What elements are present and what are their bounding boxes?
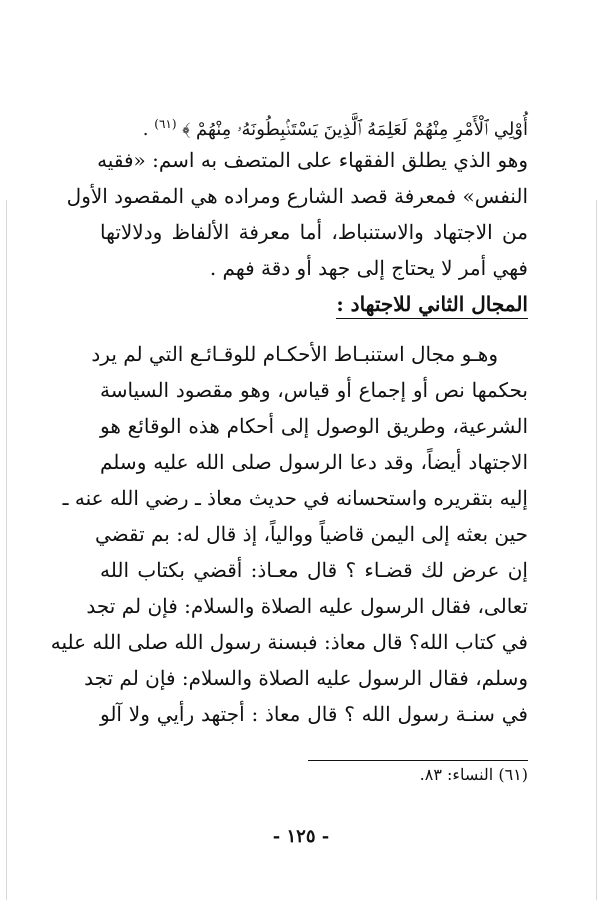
body-line: إن عرض لك قضـاء ؟ قال معـاذ: أقضي بكتاب الله (100, 558, 528, 582)
quran-verse-line (100, 106, 528, 142)
paragraph-line: وهو الذي يطلق الفقهاء على المتصف به اسم: «فقيه (97, 148, 528, 172)
paragraph-line: فهي أمر لا يحتاج إلى جهد أو دقة فهم . (209, 256, 528, 280)
paragraph-line: من الاجتهاد والاستنباط، أما معرفة الألفاظ ودلالاتها (100, 220, 528, 244)
body-line: بحكمها نص أو إجماع أو قياس، وهو مقصود السياسة (100, 378, 528, 402)
main-text (50, 106, 528, 732)
body-line: وسلم، فقال الرسول عليه الصلاة والسلام: فإن لم تجد (84, 666, 528, 690)
paragraph-line: النفس» فمعرفة قصد الشارع ومراده هي المقصود الأول (66, 184, 528, 208)
body-line: في سنـة رسول الله ؟ قال معاذ : أجتهد رأيي ولا آلو (100, 702, 528, 726)
body-line: وهـو مجال استنبـاط الأحكـام للوقـائـع التي لم يرد (91, 342, 498, 366)
page-number: - ١٢٥ - (272, 826, 330, 847)
body-line: في كتاب الله؟ قال معاذ: فبسنة رسول الله صلى الله عليه (50, 630, 528, 654)
verse-footnote-ref: (٦١) (154, 117, 177, 131)
section-heading (100, 286, 528, 322)
scan-margin-line-right (596, 200, 597, 900)
scan-margin-line-left (6, 200, 7, 900)
body-line: إليه بتقريره واستحسانه في حديث معاذ ـ رضي الله عنه ـ (62, 486, 528, 510)
footnote: (٦١) النساء: ٨٣. (419, 765, 528, 784)
body-line: الشرعية، وطريق الوصول إلى أحكام هذه الوقائع هو (100, 414, 528, 438)
footnote-separator (308, 760, 528, 761)
body-line: الاجتهاد أيضاً، وقد دعا الرسول صلى الله عليه وسلم (100, 450, 528, 474)
quran-verse: أُوْلِي ٱلْأَمْرِ مِنْهُمْ لَعَلِمَهُ ٱلَّذِينَ يَسْتَنۢبِطُونَهُۥ مِنْهُمْ ﴾ (182, 119, 528, 140)
section-heading-text: المجال الثاني للاجتهاد : (336, 292, 528, 319)
body-line: تعالى، فقال الرسول عليه الصلاة والسلام: فإن لم تجد (86, 594, 528, 618)
verse-end-mark: . (142, 119, 149, 140)
section-gap (100, 322, 528, 336)
body-line: حين بعثه إلى اليمن قاضياً ووالياً، إذ قال له: بم تقضي (94, 522, 528, 546)
